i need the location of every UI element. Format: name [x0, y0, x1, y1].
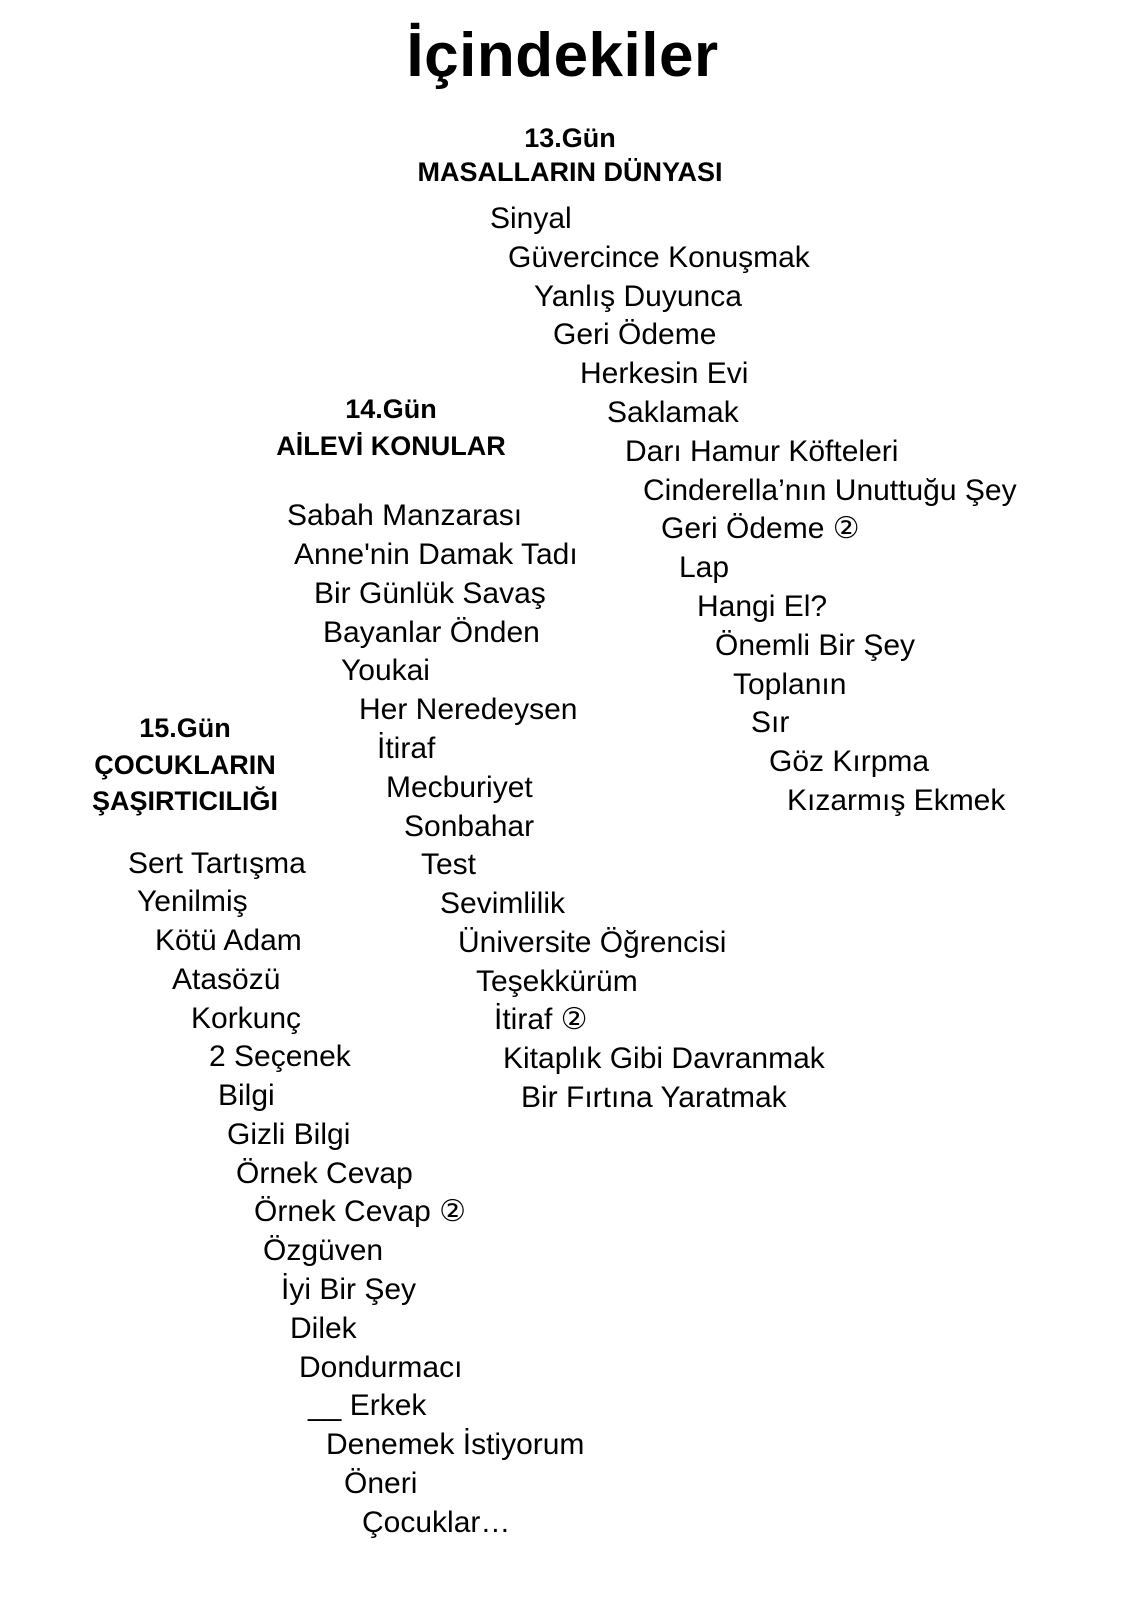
chapter-item[interactable]: Kitaplık Gibi Davranmak	[503, 1042, 825, 1075]
chapter-item[interactable]: Kızarmış Ekmek	[787, 784, 1006, 817]
chapter-item[interactable]: Üniversite Öğrencisi	[458, 926, 727, 959]
chapter-item[interactable]: Bir Günlük Savaş	[314, 577, 546, 610]
chapter-item[interactable]: Sinyal	[490, 202, 572, 235]
chapter-item[interactable]: Örnek Cevap ②	[254, 1195, 466, 1228]
chapter-item[interactable]: Youkai	[341, 654, 430, 687]
chapter-item[interactable]: Saklamak	[607, 396, 739, 429]
chapter-item[interactable]: Bilgi	[218, 1079, 275, 1112]
chapter-item[interactable]: Lap	[679, 551, 730, 584]
chapter-item[interactable]: İtiraf	[377, 732, 436, 765]
section-day-label: 14.Gün	[345, 394, 437, 424]
section-day-label: 13.Gün	[524, 123, 616, 153]
chapter-item[interactable]: Atasözü	[172, 963, 281, 996]
chapter-item[interactable]: __ Erkek	[308, 1389, 427, 1422]
chapter-item[interactable]: Kötü Adam	[155, 924, 302, 957]
chapter-item[interactable]: Herkesin Evi	[580, 357, 749, 390]
section-theme: MASALLARIN DÜNYASI	[417, 157, 723, 187]
page-title: İçindekiler	[406, 21, 719, 90]
chapter-item[interactable]: Göz Kırpma	[769, 745, 930, 778]
chapter-item[interactable]: Sevimlilik	[440, 887, 566, 920]
chapter-item[interactable]: Dondurmacı	[299, 1351, 463, 1384]
chapter-item[interactable]: Teşekkürüm	[476, 965, 638, 998]
chapter-item[interactable]: 2 Seçenek	[209, 1040, 351, 1073]
chapter-item[interactable]: Dilek	[290, 1312, 357, 1345]
chapter-item[interactable]: Her Neredeysen	[359, 693, 578, 726]
section-theme-line-1: ÇOCUKLARIN	[94, 750, 276, 780]
chapter-item[interactable]: Önemli Bir Şey	[715, 629, 916, 662]
section-day-label: 15.Gün	[139, 713, 231, 743]
chapter-item[interactable]: Denemek İstiyorum	[326, 1428, 585, 1461]
chapter-item[interactable]: Anne'nin Damak Tadı	[294, 538, 578, 571]
chapter-item[interactable]: Test	[421, 848, 477, 881]
chapter-item[interactable]: Özgüven	[263, 1234, 384, 1267]
chapter-item[interactable]: Bayanlar Önden	[323, 616, 540, 649]
chapter-item[interactable]: Darı Hamur Köfteleri	[625, 435, 899, 468]
chapter-item[interactable]: Sonbahar	[404, 810, 535, 843]
chapter-item[interactable]: Sert Tartışma	[128, 847, 306, 880]
chapter-item[interactable]: Mecburiyet	[386, 771, 533, 804]
chapter-item[interactable]: Yenilmiş	[137, 885, 248, 918]
chapter-item[interactable]: Öneri	[344, 1467, 418, 1500]
chapter-item[interactable]: Cinderella’nın Unuttuğu Şey	[643, 474, 1017, 507]
chapter-item[interactable]: Geri Ödeme ②	[661, 512, 860, 545]
chapter-item[interactable]: Hangi El?	[697, 590, 828, 623]
section-theme: AİLEVİ KONULAR	[276, 431, 506, 461]
chapter-item[interactable]: Sabah Manzarası	[287, 499, 523, 532]
chapter-item[interactable]: Korkunç	[191, 1002, 302, 1035]
chapter-item[interactable]: İyi Bir Şey	[281, 1273, 417, 1306]
section-theme-line-2: ŞAŞIRTICILIĞI	[91, 786, 278, 816]
chapter-item[interactable]: Yanlış Duyunca	[534, 280, 742, 313]
chapter-item[interactable]: Bir Fırtına Yaratmak	[521, 1081, 787, 1114]
chapter-item[interactable]: Geri Ödeme	[553, 318, 717, 351]
chapter-item[interactable]: Güvercince Konuşmak	[508, 241, 810, 274]
chapter-item[interactable]: Gizli Bilgi	[227, 1118, 351, 1151]
chapter-item[interactable]: Örnek Cevap	[236, 1157, 413, 1190]
chapter-item[interactable]: İtiraf ②	[494, 1003, 588, 1036]
chapter-item[interactable]: Sır	[751, 706, 790, 739]
chapter-item[interactable]: Çocuklar…	[362, 1506, 511, 1539]
chapter-item[interactable]: Toplanın	[733, 668, 847, 701]
